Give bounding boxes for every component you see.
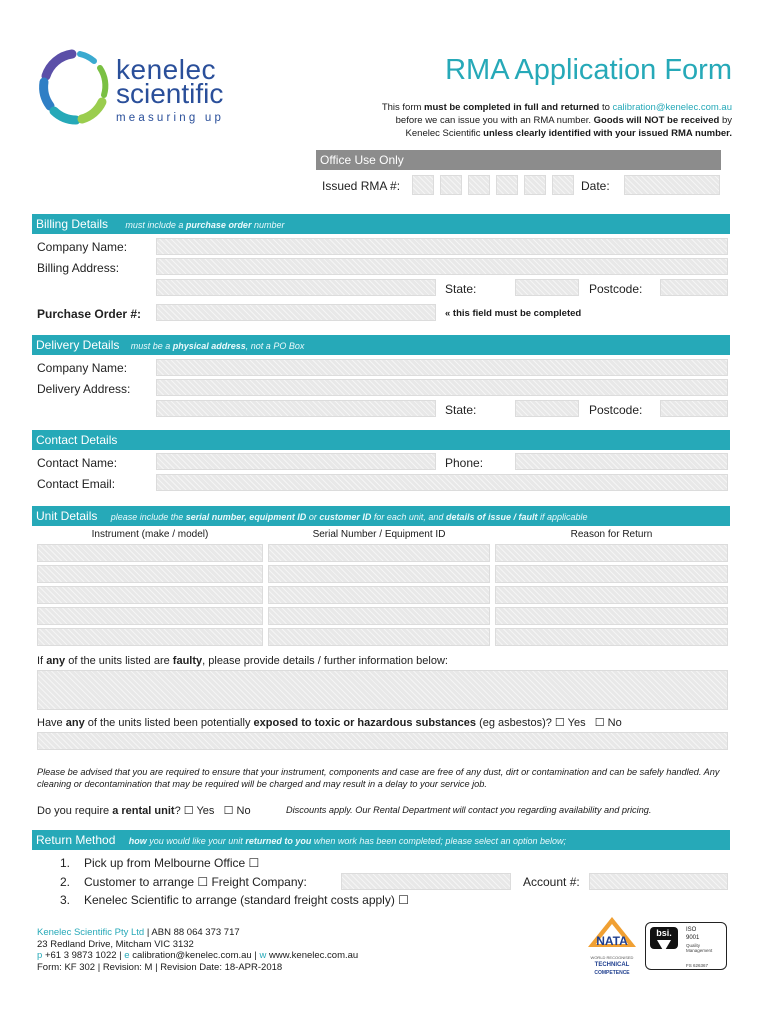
- col-serial-header: Serial Number / Equipment ID: [312, 529, 446, 540]
- logo-word-kenelec: kenelec: [116, 54, 217, 85]
- rma-digit-box[interactable]: [496, 175, 518, 195]
- unit-reason-field[interactable]: [495, 565, 728, 583]
- footer-form-revision: Form: KF 302 | Revision: M | Revision Date: 18-APR-2018: [37, 961, 283, 973]
- unit-reason-field[interactable]: [495, 607, 728, 625]
- contact-phone-field[interactable]: [515, 453, 728, 470]
- delivery-subtitle: must be a physical address, not a PO Box: [130, 341, 305, 351]
- billing-company-label: Company Name:: [37, 240, 128, 254]
- billing-details-bar: [32, 214, 730, 234]
- purchase-order-label: Purchase Order #:: [37, 307, 142, 321]
- billing-company-field[interactable]: [156, 238, 728, 255]
- billing-title: Billing Details: [36, 217, 109, 231]
- purchase-order-field[interactable]: [156, 304, 436, 321]
- delivery-postcode-field[interactable]: [660, 400, 728, 417]
- unit-title: Unit Details: [36, 509, 98, 523]
- purchase-order-note: « this field must be completed: [445, 308, 582, 319]
- rma-digit-box[interactable]: [552, 175, 574, 195]
- intro-part: Kenelec Scientific: [405, 128, 481, 139]
- bsi-cert-number: FS 626367: [686, 963, 709, 968]
- rma-digit-box[interactable]: [440, 175, 462, 195]
- return-title: Return Method: [36, 833, 116, 847]
- unit-instrument-field[interactable]: [37, 607, 263, 625]
- footer-company-line: Kenelec Scientific Pty Ltd | ABN 88 064 373 717: [37, 927, 240, 938]
- intro-bold: Goods will NOT be received: [593, 115, 720, 126]
- rma-digit-box[interactable]: [468, 175, 490, 195]
- contact-name-field[interactable]: [156, 453, 436, 470]
- nata-badge: [586, 915, 638, 981]
- contact-email-field[interactable]: [156, 474, 728, 491]
- contact-phone-label: Phone:: [445, 456, 484, 470]
- freight-company-field[interactable]: [341, 873, 511, 890]
- logo-tagline: measuring up: [116, 112, 225, 124]
- intro-part: This form: [381, 102, 422, 113]
- intro-text: [312, 101, 732, 140]
- footer: [37, 927, 358, 973]
- delivery-company-field[interactable]: [156, 359, 728, 376]
- bsi-kitemark-icon: [657, 940, 671, 952]
- iso-label: ISO: [686, 927, 697, 933]
- unit-serial-field[interactable]: [268, 565, 490, 583]
- nata-sub2: TECHNICAL: [594, 962, 630, 968]
- hazard-question: Have any of the units listed been potentially exposed to toxic or hazardous substances (eg asbestos)? ☐ Yes ☐ No: [37, 717, 622, 729]
- delivery-address-label: Delivery Address:: [37, 382, 131, 396]
- bsi-logo: bsi.: [650, 927, 678, 949]
- account-field[interactable]: [589, 873, 728, 890]
- intro-bold: must be completed in full and returned: [424, 102, 600, 113]
- hazard-no-checkbox[interactable]: ☐ No: [594, 717, 622, 729]
- footer-web-link[interactable]: www.kenelec.com.au: [268, 950, 359, 961]
- faulty-question: If any of the units listed are faulty, please provide details / further information below:: [37, 655, 448, 667]
- nata-sub1: WORLD RECOGNISED: [590, 955, 634, 960]
- office-date-field[interactable]: [624, 175, 720, 195]
- delivery-address-field[interactable]: [156, 379, 728, 396]
- intro-email-link[interactable]: calibration@kenelec.com.au: [612, 102, 732, 113]
- delivery-title: Delivery Details: [36, 338, 120, 352]
- intro-part: before we can issue you with an RMA number.: [395, 115, 592, 126]
- office-use-bar: Office Use Only: [316, 150, 721, 170]
- unit-instrument-field[interactable]: [37, 586, 263, 604]
- return-option-3[interactable]: 3. Kenelec Scientific to arrange (standard freight costs apply) ☐: [60, 893, 409, 907]
- hazard-details-field[interactable]: [37, 732, 728, 750]
- billing-postcode-label: Postcode:: [589, 282, 643, 296]
- unit-instrument-field[interactable]: [37, 628, 263, 646]
- billing-state-label: State:: [445, 282, 477, 296]
- unit-reason-field[interactable]: [495, 544, 728, 562]
- faulty-details-field[interactable]: [37, 670, 728, 710]
- contact-email-label: Contact Email:: [37, 477, 116, 491]
- rental-yes-checkbox[interactable]: ☐ Yes: [183, 805, 215, 817]
- logo-ring-icon: [36, 48, 114, 126]
- delivery-state-field[interactable]: [515, 400, 579, 417]
- footer-email-link[interactable]: calibration@kenelec.com.au |: [132, 950, 257, 961]
- unit-reason-field[interactable]: [495, 586, 728, 604]
- hazard-yes-checkbox[interactable]: ☐ Yes: [554, 717, 586, 729]
- account-label: Account #:: [523, 875, 580, 889]
- billing-address-label: Billing Address:: [37, 261, 120, 275]
- advice-text: Please be advised that you are required to ensure that your instrument, components and case are free of any dust, dirt or contamination and can be safely handled. Any cleaning or decontamination that may be required will be charged and may result in a delay to your service job.: [37, 767, 720, 789]
- col-instrument-header: Instrument (make / model): [91, 529, 209, 540]
- unit-serial-field[interactable]: [268, 628, 490, 646]
- rma-digit-box[interactable]: [412, 175, 434, 195]
- col-reason-header: Reason for Return: [570, 529, 653, 540]
- intro-part: by: [721, 115, 732, 126]
- unit-instrument-field[interactable]: [37, 565, 263, 583]
- unit-details-bar: [32, 506, 730, 526]
- return-option-2[interactable]: 2. Customer to arrange ☐ Freight Company:: [60, 875, 307, 889]
- return-subtitle: how you would like your unit returned to you when work has been completed; please select an option below;: [128, 836, 567, 846]
- iso-number: 9001: [686, 935, 700, 941]
- contact-details-bar: [32, 430, 730, 450]
- billing-postcode-field[interactable]: [660, 279, 728, 296]
- billing-address-field[interactable]: [156, 258, 728, 275]
- unit-serial-field[interactable]: [268, 544, 490, 562]
- issued-rma-label: Issued RMA #:: [322, 179, 401, 193]
- contact-title: Contact Details: [36, 433, 118, 447]
- intro-bold: unless clearly identified with your issued RMA number.: [483, 128, 732, 139]
- delivery-address-field-2[interactable]: [156, 400, 436, 417]
- delivery-details-bar: [32, 335, 730, 355]
- nata-text: NATA: [596, 934, 628, 948]
- billing-subtitle: must include a purchase order number: [125, 220, 285, 230]
- intro-part: to: [601, 102, 610, 113]
- iso-sub: Quality Management: [686, 943, 713, 953]
- delivery-company-label: Company Name:: [37, 361, 128, 375]
- unit-serial-field[interactable]: [268, 607, 490, 625]
- rental-question: Do you require a rental unit? ☐ Yes ☐ No: [37, 805, 251, 817]
- rma-digit-box[interactable]: [524, 175, 546, 195]
- logo-word-scientific: scientific: [116, 78, 224, 109]
- nata-sub3: COMPETENCE: [594, 970, 630, 976]
- unit-serial-field[interactable]: [268, 586, 490, 604]
- page-title: RMA Application Form: [445, 54, 732, 86]
- footer-address: 23 Redland Drive, Mitcham VIC 3132: [37, 938, 194, 950]
- unit-instrument-field[interactable]: [37, 544, 263, 562]
- delivery-state-label: State:: [445, 403, 477, 417]
- delivery-postcode-label: Postcode:: [589, 403, 643, 417]
- rental-no-checkbox[interactable]: ☐ No: [223, 805, 251, 817]
- contact-name-label: Contact Name:: [37, 456, 118, 470]
- unit-reason-field[interactable]: [495, 628, 728, 646]
- footer-contact-line: p +61 3 9873 1022 | e calibration@kenelec.com.au | w www.kenelec.com.au: [37, 950, 359, 961]
- rental-note: Discounts apply. Our Rental Department will contact you regarding availability and pricing.: [286, 805, 652, 815]
- office-date-label: Date:: [581, 179, 610, 193]
- return-method-bar: [32, 830, 730, 850]
- billing-state-field[interactable]: [515, 279, 579, 296]
- logo: [36, 48, 246, 128]
- billing-address-field-2[interactable]: [156, 279, 436, 296]
- unit-subtitle: please include the serial number, equipment ID or customer ID for each unit, and details of issue / fault if applicable: [110, 512, 588, 522]
- return-option-1[interactable]: 1. Pick up from Melbourne Office ☐: [60, 856, 260, 870]
